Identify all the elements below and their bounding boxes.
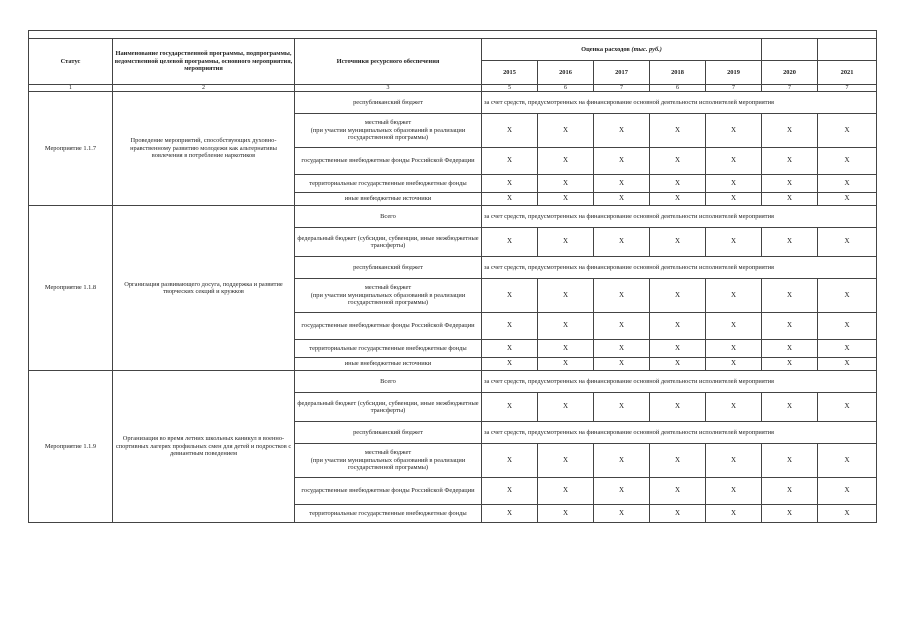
header-status: Статус — [29, 39, 113, 85]
x-mark-cell: X — [482, 358, 538, 371]
x-mark-cell: X — [818, 175, 877, 193]
x-mark-cell: X — [818, 114, 877, 148]
x-mark-cell: X — [818, 340, 877, 358]
x-mark-cell: X — [706, 279, 762, 313]
document-page — [28, 30, 876, 523]
x-mark-cell: X — [538, 114, 594, 148]
x-mark-cell: X — [594, 279, 650, 313]
x-mark-cell: X — [818, 478, 877, 505]
x-mark-cell: X — [538, 505, 594, 523]
x-mark-cell: X — [706, 114, 762, 148]
funding-source: федеральный бюджет (субсидии, субвенции, иные межбюджетные трансферты) — [295, 393, 482, 422]
measure-status: Мероприятие 1.1.9 — [29, 371, 113, 523]
x-mark-cell: X — [650, 505, 706, 523]
table-row — [29, 92, 877, 114]
x-mark-cell: X — [762, 114, 818, 148]
funding-source: республиканский бюджет — [295, 92, 482, 114]
x-mark-cell: X — [538, 340, 594, 358]
x-mark-cell: X — [482, 193, 538, 206]
header-year-2016: 2016 — [538, 61, 594, 85]
x-mark-cell: X — [538, 228, 594, 257]
x-mark-cell: X — [706, 444, 762, 478]
x-mark-cell: X — [482, 393, 538, 422]
header-estimate — [482, 39, 762, 61]
x-mark-cell: X — [538, 358, 594, 371]
x-mark-cell: X — [538, 313, 594, 340]
funding-note: за счет средств, предусмотренных на финансирование основной деятельности исполнителей мероприятия — [482, 257, 877, 279]
column-number: 7 — [706, 85, 762, 92]
x-mark-cell: X — [650, 193, 706, 206]
x-mark-cell: X — [538, 193, 594, 206]
x-mark-cell: X — [706, 228, 762, 257]
column-number: 1 — [29, 85, 113, 92]
header-estimate-text: Оценка расходов (тыс. руб.) — [581, 45, 662, 53]
x-mark-cell: X — [594, 358, 650, 371]
header-year-2021: 2021 — [818, 61, 877, 85]
table-body — [29, 92, 877, 523]
x-mark-cell: X — [762, 393, 818, 422]
header-blank-2020 — [762, 39, 818, 61]
header-blank-2021 — [818, 39, 877, 61]
x-mark-cell: X — [482, 148, 538, 175]
x-mark-cell: X — [538, 279, 594, 313]
x-mark-cell: X — [594, 175, 650, 193]
x-mark-cell: X — [818, 393, 877, 422]
x-mark-cell: X — [706, 478, 762, 505]
x-mark-cell: X — [482, 313, 538, 340]
funding-note: за счет средств, предусмотренных на финансирование основной деятельности исполнителей мероприятия — [482, 206, 877, 228]
x-mark-cell: X — [818, 358, 877, 371]
funding-source: территориальные государственные внебюджетные фонды — [295, 175, 482, 193]
funding-note: за счет средств, предусмотренных на финансирование основной деятельности исполнителей мероприятия — [482, 371, 877, 393]
x-mark-cell: X — [594, 228, 650, 257]
x-mark-cell: X — [818, 193, 877, 206]
funding-source: территориальные государственные внебюджетные фонды — [295, 505, 482, 523]
funding-source: республиканский бюджет — [295, 422, 482, 444]
x-mark-cell: X — [650, 228, 706, 257]
column-number: 7 — [594, 85, 650, 92]
x-mark-cell: X — [706, 358, 762, 371]
x-mark-cell: X — [482, 505, 538, 523]
x-mark-cell: X — [538, 175, 594, 193]
x-mark-cell: X — [762, 340, 818, 358]
x-mark-cell: X — [482, 444, 538, 478]
funding-source: государственные внебюджетные фонды Российской Федерации — [295, 313, 482, 340]
x-mark-cell: X — [482, 340, 538, 358]
header-year-2020: 2020 — [762, 61, 818, 85]
x-mark-cell: X — [482, 114, 538, 148]
x-mark-cell: X — [650, 340, 706, 358]
x-mark-cell: X — [762, 279, 818, 313]
funding-source: местный бюджет (при участии муниципальных образований в реализации государственной программы) — [295, 444, 482, 478]
x-mark-cell: X — [594, 148, 650, 175]
funding-note: за счет средств, предусмотренных на финансирование основной деятельности исполнителей мероприятия — [482, 422, 877, 444]
x-mark-cell: X — [650, 444, 706, 478]
measure-name: Проведение мероприятий, способствующих духовно-нравственному развитию молодежи как альтернативы вовлечения в потребление наркотиков — [113, 92, 295, 206]
column-number: 7 — [818, 85, 877, 92]
funding-source: Всего — [295, 206, 482, 228]
x-mark-cell: X — [762, 148, 818, 175]
funding-source: местный бюджет (при участии муниципальных образований в реализации государственной программы) — [295, 279, 482, 313]
x-mark-cell: X — [818, 444, 877, 478]
column-number: 7 — [762, 85, 818, 92]
measure-status: Мероприятие 1.1.7 — [29, 92, 113, 206]
funding-source: иные внебюджетные источники — [295, 358, 482, 371]
x-mark-cell: X — [482, 478, 538, 505]
x-mark-cell: X — [538, 148, 594, 175]
x-mark-cell: X — [650, 478, 706, 505]
x-mark-cell: X — [762, 228, 818, 257]
x-mark-cell: X — [706, 505, 762, 523]
funding-source: Всего — [295, 371, 482, 393]
x-mark-cell: X — [482, 228, 538, 257]
x-mark-cell: X — [706, 340, 762, 358]
x-mark-cell: X — [818, 228, 877, 257]
header-year-2015: 2015 — [482, 61, 538, 85]
column-number: 6 — [650, 85, 706, 92]
x-mark-cell: X — [818, 279, 877, 313]
x-mark-cell: X — [594, 393, 650, 422]
column-number: 6 — [538, 85, 594, 92]
x-mark-cell: X — [482, 175, 538, 193]
x-mark-cell: X — [650, 114, 706, 148]
header-year-2019: 2019 — [706, 61, 762, 85]
x-mark-cell: X — [762, 358, 818, 371]
header-year-2017: 2017 — [594, 61, 650, 85]
x-mark-cell: X — [482, 279, 538, 313]
x-mark-cell: X — [762, 175, 818, 193]
x-mark-cell: X — [650, 313, 706, 340]
x-mark-cell: X — [594, 478, 650, 505]
x-mark-cell: X — [762, 444, 818, 478]
top-strip-row — [29, 31, 877, 39]
x-mark-cell: X — [706, 148, 762, 175]
measure-status: Мероприятие 1.1.8 — [29, 206, 113, 371]
x-mark-cell: X — [538, 444, 594, 478]
funding-source: республиканский бюджет — [295, 257, 482, 279]
funding-source: иные внебюджетные источники — [295, 193, 482, 206]
table-row — [29, 371, 877, 393]
x-mark-cell: X — [538, 393, 594, 422]
header-row-1 — [29, 39, 877, 61]
funding-source: государственные внебюджетные фонды Российской Федерации — [295, 478, 482, 505]
funding-source: государственные внебюджетные фонды Российской Федерации — [295, 148, 482, 175]
column-number: 3 — [295, 85, 482, 92]
x-mark-cell: X — [818, 313, 877, 340]
header-program-name: Наименование государственной программы, подпрограммы, ведомственной целевой программы, основного мероприятия, мероприятия — [113, 39, 295, 85]
table-row — [29, 206, 877, 228]
x-mark-cell: X — [706, 193, 762, 206]
x-mark-cell: X — [650, 393, 706, 422]
x-mark-cell: X — [594, 114, 650, 148]
funding-source: местный бюджет (при участии муниципальных образований в реализации государственной программы) — [295, 114, 482, 148]
x-mark-cell: X — [650, 358, 706, 371]
column-number: 5 — [482, 85, 538, 92]
column-number: 2 — [113, 85, 295, 92]
x-mark-cell: X — [762, 313, 818, 340]
x-mark-cell: X — [650, 279, 706, 313]
measure-name: Организация во время летних школьных каникул в военно-спортивных лагерях профильных смен для детей и подростков с девиантным поведением — [113, 371, 295, 523]
measure-name: Организация развивающего досуга, поддержка и развитие творческих секций и кружков — [113, 206, 295, 371]
x-mark-cell: X — [762, 505, 818, 523]
header-sources: Источники ресурсного обеспечения — [295, 39, 482, 85]
x-mark-cell: X — [594, 444, 650, 478]
header-year-2018: 2018 — [650, 61, 706, 85]
x-mark-cell: X — [706, 393, 762, 422]
x-mark-cell: X — [762, 478, 818, 505]
x-mark-cell: X — [594, 313, 650, 340]
estimate-unit: (тыс. руб.) — [631, 45, 662, 53]
x-mark-cell: X — [650, 148, 706, 175]
budget-table — [28, 30, 877, 523]
funding-source: федеральный бюджет (субсидии, субвенции, иные межбюджетные трансферты) — [295, 228, 482, 257]
x-mark-cell: X — [538, 478, 594, 505]
x-mark-cell: X — [594, 340, 650, 358]
x-mark-cell: X — [594, 193, 650, 206]
x-mark-cell: X — [818, 148, 877, 175]
x-mark-cell: X — [650, 175, 706, 193]
x-mark-cell: X — [818, 505, 877, 523]
funding-note: за счет средств, предусмотренных на финансирование основной деятельности исполнителей мероприятия — [482, 92, 877, 114]
funding-source: территориальные государственные внебюджетные фонды — [295, 340, 482, 358]
x-mark-cell: X — [706, 313, 762, 340]
x-mark-cell: X — [594, 505, 650, 523]
column-numbers-row — [29, 85, 877, 92]
x-mark-cell: X — [762, 193, 818, 206]
x-mark-cell: X — [706, 175, 762, 193]
